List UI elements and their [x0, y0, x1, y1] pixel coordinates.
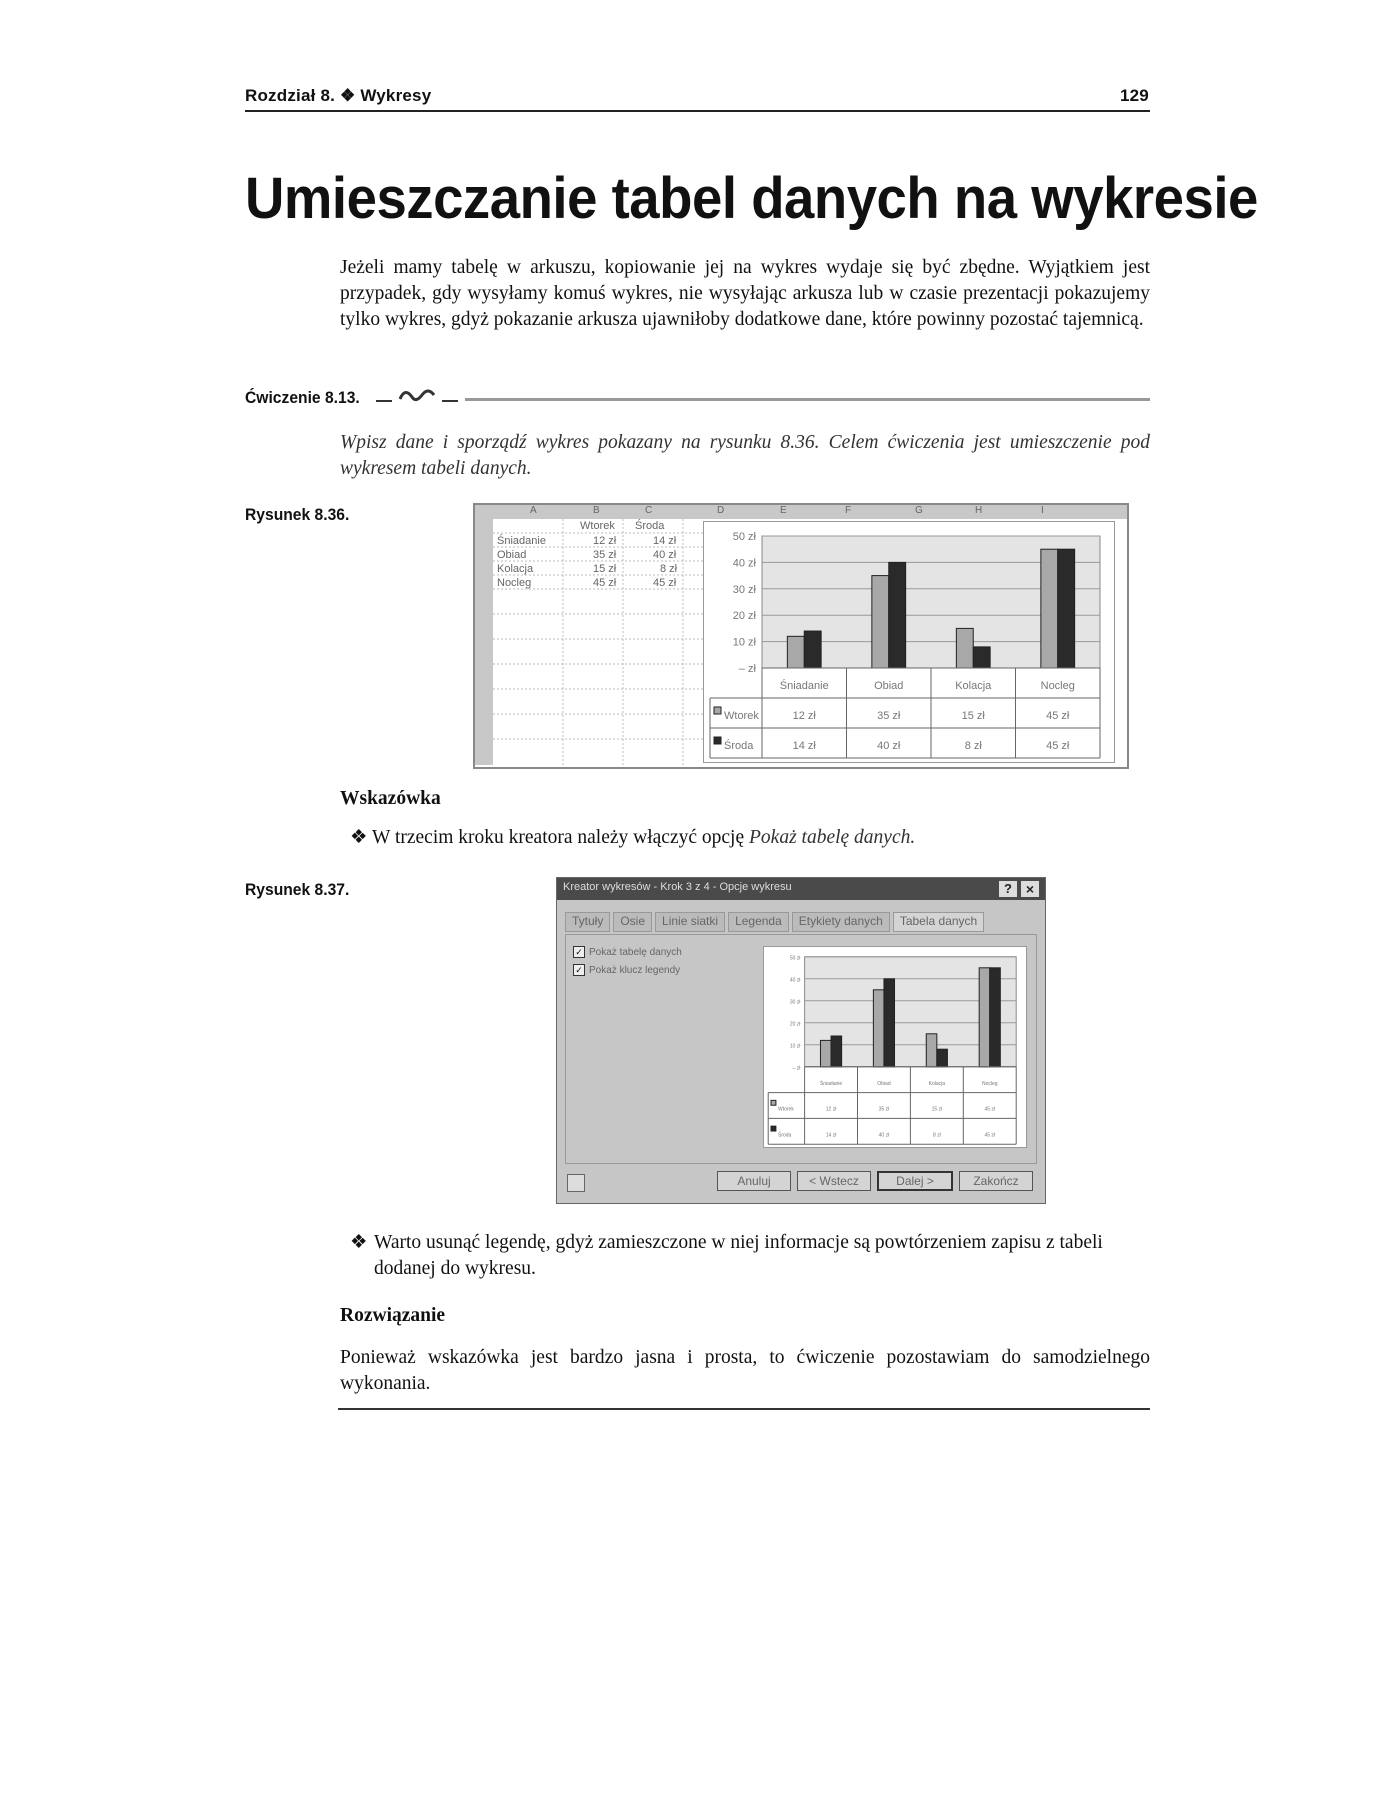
solution-heading: Rozwiązanie: [340, 1305, 446, 1326]
data-table-value: 45 zł: [1046, 710, 1070, 722]
col-header-b: B: [593, 505, 600, 516]
data-table-value: 35 zł: [877, 710, 901, 722]
data-table-value: 15 zł: [931, 1106, 943, 1113]
y-tick-label: 40 zł: [789, 977, 801, 984]
sheet-cell-wt: 12 zł: [593, 535, 617, 547]
data-table-value: 15 zł: [961, 710, 985, 722]
show-legend-key-label: Pokaż klucz legendy: [589, 964, 681, 976]
y-tick-label: 30 zł: [789, 999, 801, 1006]
tab-tytuly[interactable]: Tytuły: [565, 912, 610, 932]
y-tick-label: – zł: [792, 1065, 801, 1072]
bar-wtorek-2: [956, 628, 973, 668]
close-button[interactable]: ×: [1021, 881, 1039, 897]
tab-tabela-danych[interactable]: Tabela danych: [893, 912, 984, 932]
bar-środa-1: [884, 979, 895, 1067]
bar-wtorek-1: [872, 576, 889, 668]
y-tick-label: 40 zł: [732, 557, 756, 570]
col-header-g: G: [915, 505, 923, 516]
dialog-titlebar: [557, 878, 1045, 900]
category-label: Nocleg: [981, 1080, 998, 1087]
y-tick-label: 10 zł: [789, 1043, 801, 1050]
chart-preview: [763, 946, 1027, 1148]
finish-button[interactable]: Zakończ: [959, 1171, 1033, 1191]
y-tick-label: 30 zł: [732, 583, 756, 596]
sheet-cell-wt: 15 zł: [593, 563, 617, 575]
bar-wtorek-2: [926, 1034, 937, 1067]
category-label: Kolacja: [928, 1080, 946, 1087]
data-table-value: 40 zł: [878, 1132, 890, 1139]
hint-bullet-2-text: Warto usunąć legendę, gdyż zamieszczone w niej informacje są powtórzeniem zapisu z tabeli dodanej do wykresu.: [374, 1232, 1103, 1279]
figure1-screenshot: [473, 503, 1129, 769]
intro-paragraph: Jeżeli mamy tabelę w arkuszu, kopiowanie jej na wykres wydaje się być zbędne. Wyjątkiem jest przypadek, gdy wysyłamy komuś wykres, nie wysyłając arkusza lub w czasie prezentacji pokazujemy tylko wykres, gdyż pokazanie arkusza ujawniłoby dodatkowe dane, które powinny pozostać tajemnicą.: [340, 257, 1150, 330]
y-tick-label: – zł: [738, 663, 756, 675]
data-table-value: 45 zł: [1046, 740, 1070, 752]
running-header-chapter: Rozdział 8. ❖ Wykresy: [245, 86, 432, 105]
series-name-wtorek: Wtorek: [778, 1106, 794, 1113]
y-tick-label: 20 zł: [732, 610, 756, 623]
series-name-wtorek: Wtorek: [724, 710, 759, 722]
dialog-buttons: [717, 1171, 1033, 1191]
series-name-środa: Środa: [724, 740, 754, 752]
hint-bullet-1-text: W trzecim kroku kreatora należy włączyć opcję: [372, 827, 749, 848]
sheet-row-name: Kolacja: [497, 563, 534, 575]
hint-heading: Wskazówka: [340, 788, 441, 809]
data-table-value: 8 zł: [964, 740, 982, 752]
category-label: Śniadanie: [819, 1080, 843, 1087]
y-tick-label: 50 zł: [789, 955, 801, 962]
show-legend-key-option[interactable]: [573, 964, 680, 976]
exercise-label: Ćwiczenie 8.13.: [245, 388, 360, 407]
checkbox-checked-icon[interactable]: ✓: [573, 964, 585, 976]
header-rule: [245, 110, 1150, 112]
bar-wtorek-0: [820, 1040, 831, 1066]
y-tick-label: 50 zł: [732, 531, 756, 543]
category-label: Śniadanie: [779, 680, 829, 692]
category-label: Obiad: [877, 1080, 891, 1087]
data-table-value: 35 zł: [878, 1106, 890, 1113]
bar-środa-1: [889, 562, 906, 668]
hint-bullet-1-option: Pokaż tabelę danych.: [749, 827, 916, 848]
help-button[interactable]: ?: [999, 881, 1017, 897]
solution-text: Ponieważ wskazówka jest bardzo jasna i prosta, to ćwiczenie pozostawiam do samodzielnego wykonania.: [340, 1347, 1150, 1394]
sheet-cell-sr: 14 zł: [653, 535, 677, 547]
sheet-cell-sr: 40 zł: [653, 549, 677, 561]
y-tick-label: 10 zł: [732, 636, 756, 649]
bar-wtorek-1: [873, 990, 884, 1067]
bar-wtorek-0: [787, 636, 804, 668]
sheet-row-name: Nocleg: [497, 577, 532, 589]
bar-środa-0: [804, 631, 821, 668]
exercise-text: Wpisz dane i sporządź wykres pokazany na rysunku 8.36. Celem ćwiczenia jest umieszczenie pod wykresem tabeli danych.: [340, 432, 1150, 479]
tab-osie[interactable]: Osie: [613, 912, 652, 932]
legend-key-środa: [771, 1126, 776, 1131]
tab-linie-siatki[interactable]: Linie siatki: [655, 912, 725, 932]
bullet-diamond-icon: ❖: [350, 1232, 373, 1253]
tab-legenda[interactable]: Legenda: [728, 912, 789, 932]
bar-środa-3: [990, 968, 1001, 1067]
series-name-środa: Środa: [778, 1132, 792, 1139]
data-table-value: 45 zł: [984, 1106, 996, 1113]
data-table-value: 14 zł: [825, 1132, 837, 1139]
col-header-e: E: [780, 505, 787, 516]
col-header-c: C: [645, 505, 653, 516]
category-label: Nocleg: [1040, 680, 1075, 692]
figure1-label: Rysunek 8.36.: [245, 505, 350, 524]
category-label: Obiad: [874, 680, 904, 692]
page-title: Umieszczanie tabel danych na wykresie: [245, 166, 1258, 231]
category-label: Kolacja: [955, 680, 992, 692]
checkbox-checked-icon[interactable]: ✓: [573, 946, 585, 958]
sheet-cell-wt: 45 zł: [593, 577, 617, 589]
sheet-row-name: Śniadanie: [497, 535, 546, 547]
col-header-h: H: [975, 505, 983, 516]
sheet-cell-sr: 8 zł: [660, 563, 678, 575]
sheet-row-name: Obiad: [497, 549, 527, 561]
bar-wtorek-3: [1041, 549, 1058, 668]
show-data-table-option[interactable]: [573, 946, 682, 958]
legend-key-środa: [714, 737, 721, 744]
back-button[interactable]: < Wstecz: [797, 1171, 871, 1191]
footer-rule: [338, 1408, 1150, 1410]
col-header-i: I: [1041, 505, 1044, 516]
exercise-rule: [465, 398, 1150, 401]
tab-etykiety-danych[interactable]: Etykiety danych: [792, 912, 890, 932]
column-header-bar: [475, 505, 1127, 519]
bar-środa-2: [937, 1049, 948, 1067]
sheet-cell-wt: 35 zł: [593, 549, 617, 561]
sheet-cell-sr: 45 zł: [653, 577, 677, 589]
data-table-value: 14 zł: [792, 740, 816, 752]
office-assistant-icon[interactable]: [567, 1174, 585, 1192]
sheet-header-sroda: Środa: [635, 520, 665, 532]
hint-bullet-2: [350, 1230, 1150, 1282]
bar-środa-2: [973, 647, 990, 668]
dialog-title: Kreator wykresów - Krok 3 z 4 - Opcje wykresu: [563, 881, 792, 893]
col-header-d: D: [717, 505, 725, 516]
hint-bullet-1: [350, 825, 1150, 851]
bullet-diamond-icon: ❖: [350, 827, 373, 848]
exercise-ornament-icon: [372, 383, 462, 407]
data-table-value: 45 zł: [984, 1132, 996, 1139]
show-data-table-label: Pokaż tabelę danych: [589, 946, 682, 958]
embedded-chart[interactable]: [703, 521, 1115, 763]
bar-środa-0: [831, 1036, 842, 1067]
row-header-bar: [475, 519, 493, 765]
col-header-a: A: [530, 505, 537, 516]
data-table-value: 8 zł: [932, 1132, 941, 1139]
legend-key-wtorek: [714, 707, 721, 714]
dialog-tabs: [565, 912, 1037, 932]
bar-środa-3: [1058, 549, 1075, 668]
data-table-value: 12 zł: [825, 1106, 837, 1113]
next-button[interactable]: Dalej >: [877, 1171, 953, 1191]
col-header-f: F: [845, 505, 852, 516]
bar-wtorek-3: [979, 968, 990, 1067]
figure2-label: Rysunek 8.37.: [245, 880, 350, 899]
legend-key-wtorek: [771, 1100, 776, 1105]
page-number: 129: [1120, 86, 1149, 105]
data-table-value: 40 zł: [877, 740, 901, 752]
y-tick-label: 20 zł: [789, 1021, 801, 1028]
data-table-value: 12 zł: [792, 710, 816, 722]
sheet-header-wtorek: Wtorek: [580, 520, 615, 532]
cancel-button[interactable]: Anuluj: [717, 1171, 791, 1191]
chart-wizard-dialog: [556, 877, 1046, 1204]
